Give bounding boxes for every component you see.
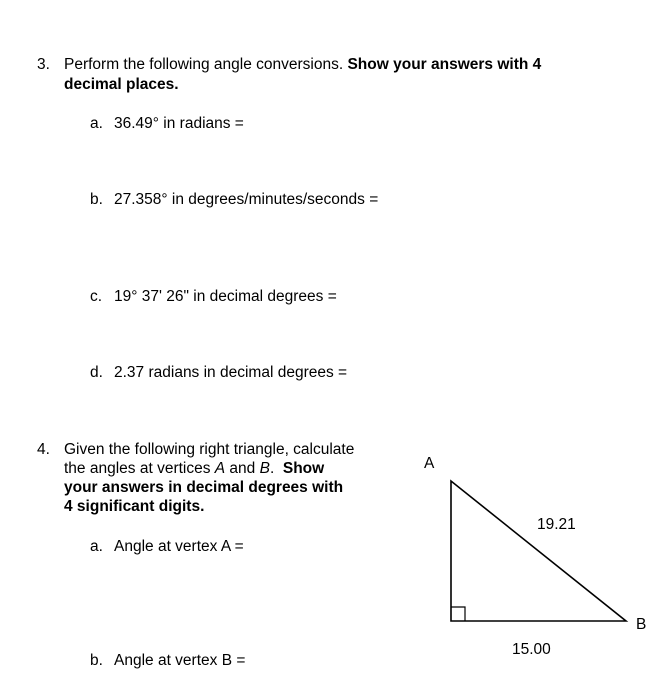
- q4-line4: 4 significant digits.: [64, 498, 205, 515]
- q4-line2-pre: the angles at vertices: [64, 460, 215, 477]
- vertex-b-label: B: [636, 616, 647, 633]
- q3-item-a-letter: a.: [90, 115, 103, 132]
- q3-item-c-letter: c.: [90, 288, 103, 305]
- q4-line3: your answers in decimal degrees with: [64, 479, 344, 496]
- q3-item-c-text: 19° 37' 26" in decimal degrees =: [114, 288, 337, 305]
- q3-number: 3.: [37, 56, 50, 73]
- q3-prompt-bold-1: Show your answers with 4: [347, 56, 542, 73]
- q3-prompt-plain: Perform the following angle conversions.: [64, 56, 344, 73]
- q4-item-b-letter: b.: [90, 652, 103, 669]
- q4-vertex-a-ref: A: [214, 460, 226, 477]
- q4-line2-post: .: [269, 460, 283, 477]
- q3-item-a-text: 36.49° in radians =: [114, 115, 244, 132]
- q3-item-d-text: 2.37 radians in decimal degrees =: [114, 364, 348, 381]
- vertex-a-label: A: [424, 455, 435, 472]
- q3-item-b-text: 27.358° in degrees/minutes/seconds =: [114, 191, 379, 208]
- triangle-shape: [451, 481, 626, 621]
- hypotenuse-length-label: 19.21: [537, 516, 576, 533]
- right-angle-marker: [451, 607, 465, 621]
- q4-item-a-letter: a.: [90, 538, 103, 555]
- q4-line2-mid: and: [225, 460, 260, 477]
- q3-item-d-letter: d.: [90, 364, 103, 381]
- q4-item-b-text: Angle at vertex B =: [114, 652, 246, 669]
- q4-number: 4.: [37, 441, 50, 458]
- q4-item-a-text: Angle at vertex A =: [114, 538, 244, 555]
- q3-prompt-line2: decimal places.: [64, 76, 179, 93]
- q4-vertex-b-ref: B: [259, 460, 270, 477]
- q4-line1: Given the following right triangle, calculate: [64, 441, 355, 458]
- q4-line2-bold: Show: [282, 460, 325, 477]
- q3-item-b-letter: b.: [90, 191, 103, 208]
- base-length-label: 15.00: [512, 641, 551, 658]
